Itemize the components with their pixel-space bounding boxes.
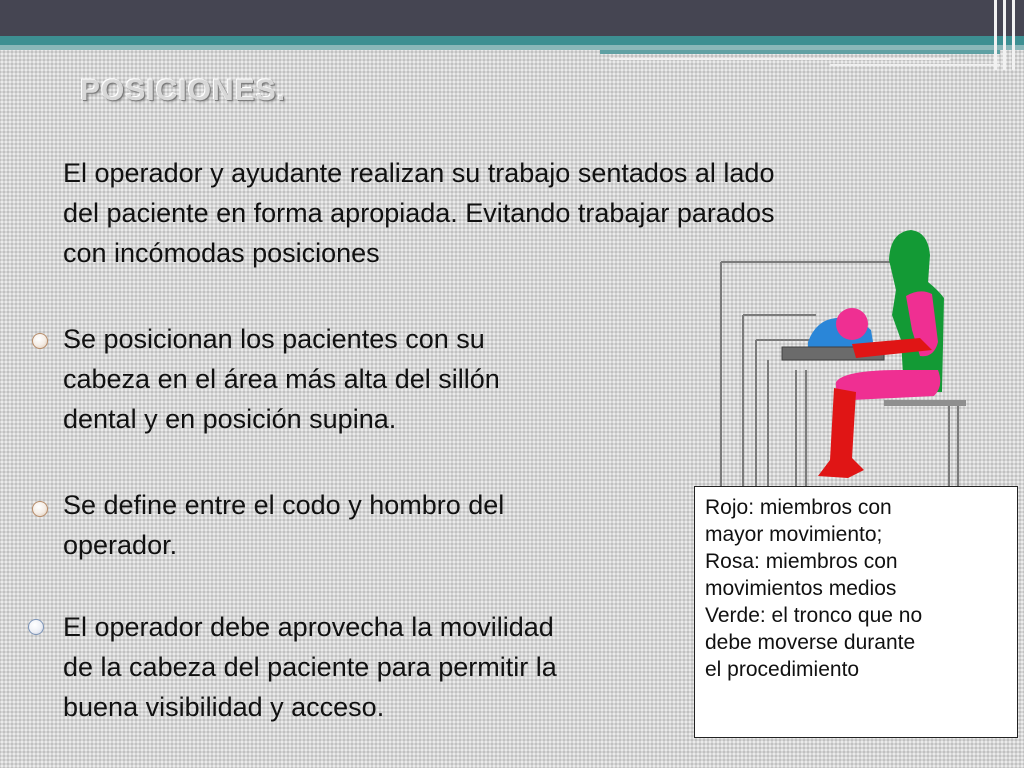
bullet-line: de la cabeza del paciente para permitir la	[63, 652, 557, 682]
legend-line: movimientos medios	[705, 577, 897, 600]
decor-vertical-line	[994, 0, 997, 70]
intro-line: del paciente en forma apropiada. Evitando trabajar parados	[63, 198, 775, 228]
operator-hand	[836, 308, 868, 340]
decor-line	[830, 64, 1000, 66]
bullet-line: Se posicionan los pacientes con su	[63, 324, 485, 354]
decor-line	[610, 58, 950, 60]
legend-line: debe moverse durante	[705, 631, 916, 654]
bullet-line: buena visibilidad y acceso.	[63, 692, 385, 722]
top-accent-stripe-right	[600, 50, 1000, 54]
decor-vertical-line	[1012, 0, 1015, 70]
bullet-line: cabeza en el área más alta del sillón	[63, 364, 500, 394]
bullet-icon	[32, 501, 48, 517]
seated-operator-illustration	[706, 220, 976, 486]
legend-line: Verde: el tronco que no	[705, 604, 923, 627]
color-legend-box	[694, 486, 1018, 738]
top-bar	[0, 0, 1024, 36]
legend-line: el procedimiento	[705, 658, 860, 681]
top-accent-stripe	[0, 36, 1024, 45]
legend-line: Rosa: miembros con	[705, 550, 898, 573]
bullet-line: El operador debe aprovecha la movilidad	[63, 612, 554, 642]
bullet-line: operador.	[63, 530, 178, 560]
bullet-paragraph-2	[63, 485, 504, 565]
bullet-icon	[32, 333, 48, 349]
bullet-paragraph-3	[63, 607, 557, 727]
decor-vertical-line	[1003, 0, 1006, 70]
bullet-paragraph-1	[63, 319, 500, 439]
intro-line: con incómodas posiciones	[63, 238, 380, 268]
slide-title: POSICIONES.	[80, 74, 287, 107]
bullet-line: dental y en posición supina.	[63, 404, 397, 434]
bullet-line: Se define entre el codo y hombro del	[63, 490, 505, 520]
legend-line: Rojo: miembros con	[705, 496, 892, 519]
bullet-icon	[28, 619, 44, 635]
operator-lower-leg	[818, 388, 864, 478]
legend-line: mayor movimiento;	[705, 523, 883, 546]
stool-seat	[884, 400, 966, 406]
intro-line: El operador y ayudante realizan su trabajo sentados al lado	[63, 158, 775, 188]
